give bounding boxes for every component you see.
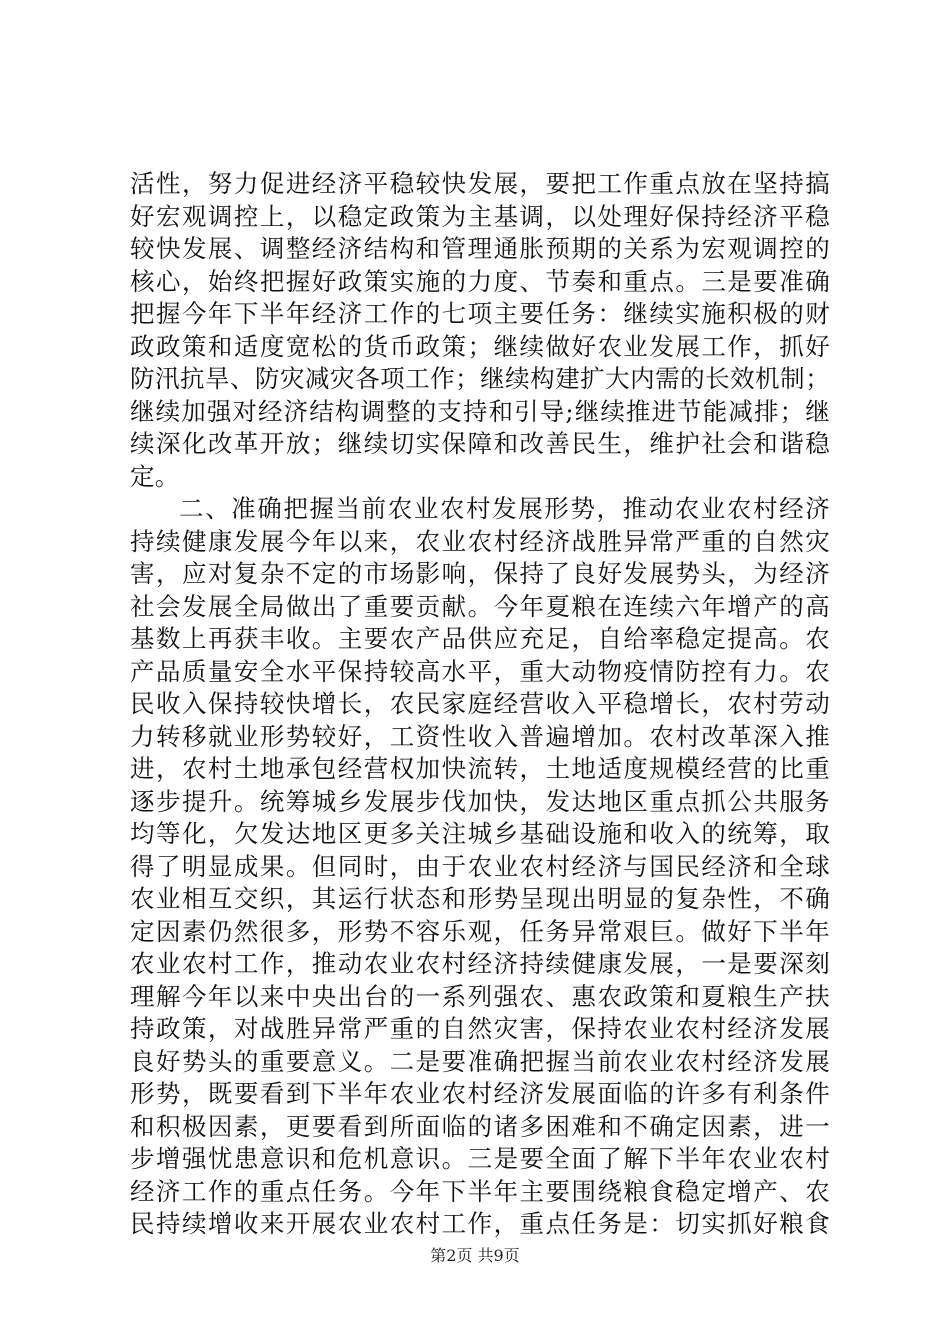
text-line: 得了明显成果。但同时，由于农业农村经济与国民经济和全球 <box>130 851 830 881</box>
text-line: 逐步提升。统筹城乡发展步伐加快，发达地区重点抓公共服务 <box>130 786 830 816</box>
text-line: 形势，既要看到下半年农业农村经济发展面临的许多有利条件 <box>130 1079 830 1108</box>
section-heading-line: 二、准确把握当前农业农村发展形势，推动农业农村经济 <box>179 494 830 523</box>
page-number-footer: 第2页 共9页 <box>430 1246 520 1265</box>
text-line: 害，应对复杂不定的市场影响，保持了良好发展势头，为经济 <box>130 559 830 588</box>
text-line: 经济工作的重点任务。今年下半年主要围绕粮食稳定增产、农 <box>130 1176 830 1206</box>
text-line: 基数上再获丰收。主要农产品供应充足，自给率稳定提高。农 <box>130 624 830 653</box>
text-line: 较快发展、调整经济结构和管理通胀预期的关系为宏观调控的 <box>130 234 830 263</box>
text-line: 产品质量安全水平保持较高水平，重大动物疫情防控有力。农 <box>130 656 830 686</box>
text-line: 定。 <box>130 461 180 491</box>
text-line: 政政策和适度宽松的货币政策；继续做好农业发展工作，抓好 <box>130 331 830 361</box>
text-line: 进，农村土地承包经营权加快流转，土地适度规模经营的比重 <box>130 754 830 783</box>
text-line: 把握今年下半年经济工作的七项主要任务：继续实施积极的财 <box>130 299 830 328</box>
text-line: 力转移就业形势较好，工资性收入普遍增加。农村改革深入推 <box>130 721 830 751</box>
text-line: 继续加强对经济结构调整的支持和引导;继续推进节能减排；继 <box>130 396 830 426</box>
text-line: 民收入保持较快增长，农民家庭经营收入平稳增长，农村劳动 <box>130 689 830 718</box>
text-line: 步增强忧患意识和危机意识。三是要全面了解下半年农业农村 <box>130 1144 830 1173</box>
text-line: 理解今年以来中央出台的一系列强农、惠农政策和夏粮生产扶 <box>130 981 830 1011</box>
text-line: 持续健康发展今年以来，农业农村经济战胜异常严重的自然灾 <box>130 526 830 556</box>
text-line: 核心，始终把握好政策实施的力度、节奏和重点。三是要准确 <box>130 266 830 296</box>
text-line: 持政策，对战胜异常严重的自然灾害，保持农业农村经济发展 <box>130 1014 830 1043</box>
text-line: 好宏观调控上，以稳定政策为主基调，以处理好保持经济平稳 <box>130 201 830 231</box>
text-line: 民持续增收来开展农业农村工作，重点任务是：切实抓好粮食 <box>130 1209 830 1238</box>
text-line: 定因素仍然很多，形势不容乐观，任务异常艰巨。做好下半年 <box>130 916 830 946</box>
text-line: 和积极因素，更要看到所面临的诸多困难和不确定因素，进一 <box>130 1111 830 1141</box>
text-line: 均等化，欠发达地区更多关注城乡基础设施和收入的统筹，取 <box>130 819 830 848</box>
text-line: 农业农村工作，推动农业农村经济持续健康发展，一是要深刻 <box>130 949 830 978</box>
text-line: 农业相互交织，其运行状态和形势呈现出明显的复杂性，不确 <box>130 884 830 913</box>
text-line: 社会发展全局做出了重要贡献。今年夏粮在连续六年增产的高 <box>130 591 830 621</box>
text-line: 续深化改革开放；继续切实保障和改善民生，维护社会和谐稳 <box>130 429 830 458</box>
body-text <box>130 168 830 1241</box>
text-line: 防汛抗旱、防灾减灾各项工作；继续构建扩大内需的长效机制； <box>130 364 830 393</box>
text-line: 良好势头的重要意义。二是要准确把握当前农业农村经济发展 <box>130 1046 830 1076</box>
text-line: 活性，努力促进经济平稳较快发展，要把工作重点放在坚持搞 <box>130 169 830 198</box>
